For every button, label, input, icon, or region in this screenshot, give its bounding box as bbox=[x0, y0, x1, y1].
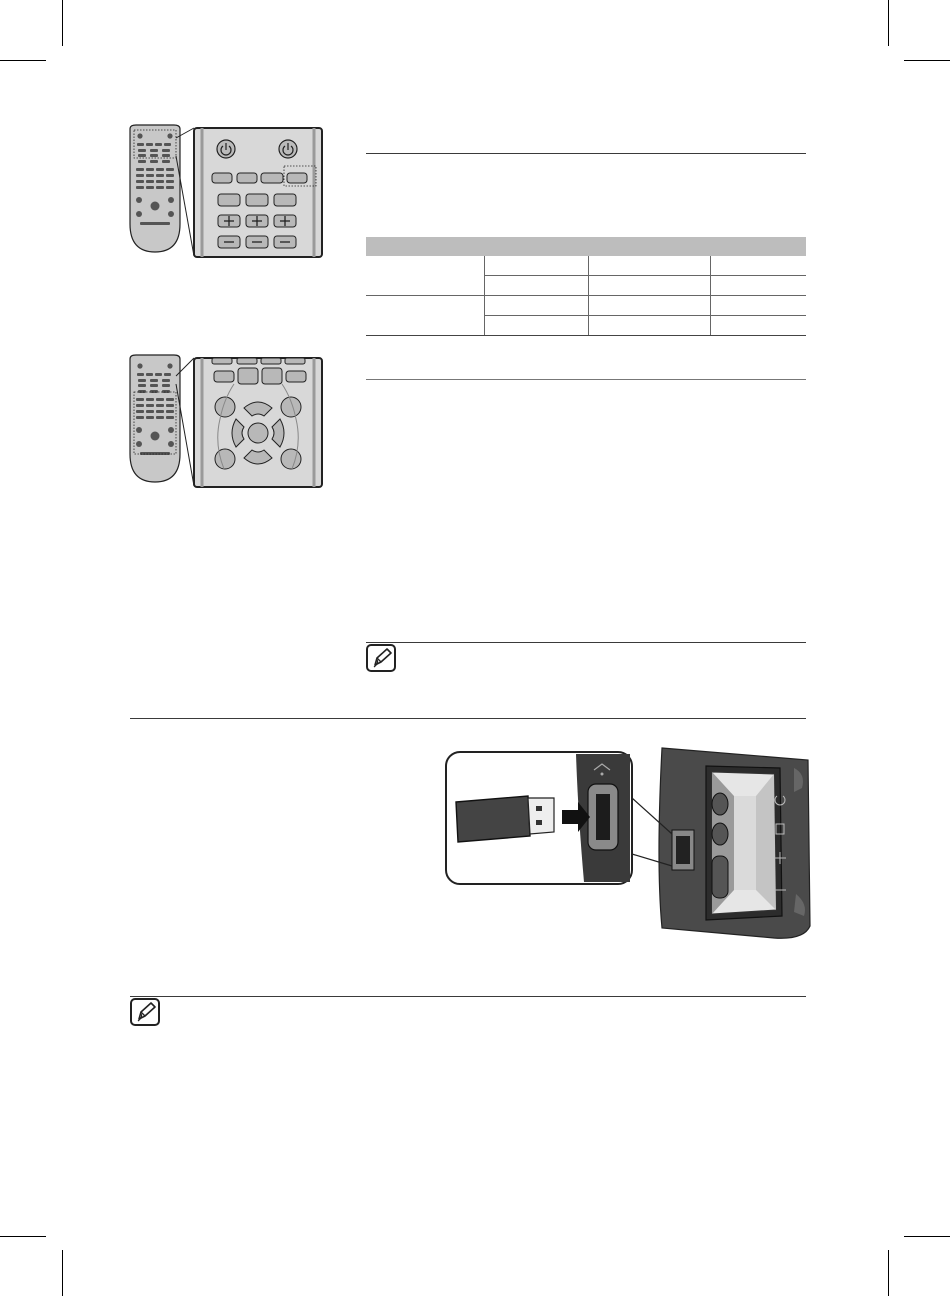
table-cell bbox=[710, 276, 806, 296]
table-header-row bbox=[366, 237, 806, 256]
table-cell bbox=[366, 256, 484, 296]
table-cell bbox=[588, 276, 710, 296]
table-cell bbox=[484, 296, 588, 316]
table-cell bbox=[484, 316, 588, 336]
table-row bbox=[366, 256, 806, 276]
section-divider bbox=[366, 379, 806, 380]
crop-mark bbox=[62, 0, 63, 46]
note-icon bbox=[130, 998, 160, 1026]
table-header-cell bbox=[588, 237, 710, 256]
crop-mark bbox=[888, 0, 889, 46]
table-cell bbox=[588, 316, 710, 336]
remote-control-navigation-illustration bbox=[124, 354, 324, 489]
table-cell bbox=[710, 316, 806, 336]
table-header-cell bbox=[366, 237, 484, 256]
section-divider bbox=[366, 153, 806, 154]
crop-mark bbox=[904, 1236, 950, 1237]
section-divider bbox=[130, 718, 806, 719]
table-cell bbox=[710, 296, 806, 316]
crop-mark bbox=[0, 1236, 46, 1237]
table-header-cell bbox=[710, 237, 806, 256]
crop-mark bbox=[0, 60, 46, 61]
table-cell bbox=[366, 296, 484, 336]
table-cell bbox=[710, 256, 806, 276]
settings-table bbox=[366, 237, 806, 336]
note-divider bbox=[366, 642, 806, 643]
note-divider bbox=[130, 996, 806, 997]
table-row bbox=[366, 296, 806, 316]
note-icon bbox=[366, 644, 396, 672]
table-cell bbox=[588, 296, 710, 316]
crop-mark bbox=[904, 60, 950, 61]
table-cell bbox=[484, 276, 588, 296]
table-header-cell bbox=[484, 237, 588, 256]
crop-mark bbox=[888, 1250, 889, 1296]
remote-control-power-volume-illustration bbox=[124, 124, 324, 259]
table-cell bbox=[588, 256, 710, 276]
usb-connection-illustration bbox=[444, 744, 812, 944]
table-cell bbox=[484, 256, 588, 276]
crop-mark bbox=[62, 1250, 63, 1296]
